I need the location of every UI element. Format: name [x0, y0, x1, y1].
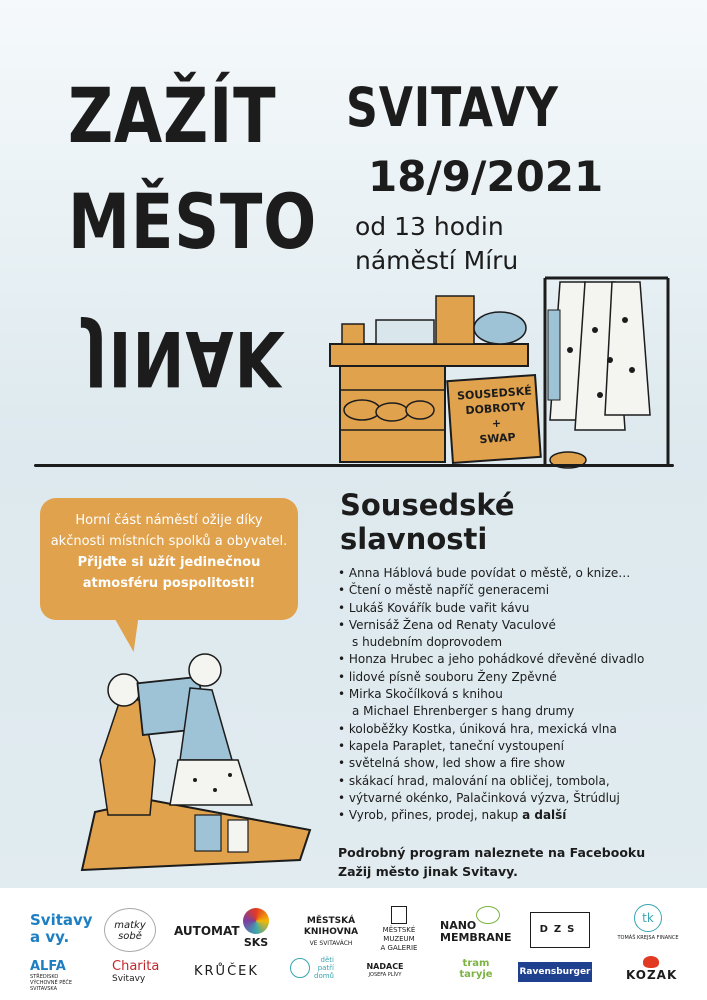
- logo-alfa: [30, 960, 86, 992]
- event-date: 18/9/2021: [368, 152, 604, 201]
- program-item-continuation: s hudebním doprovodem: [352, 635, 503, 650]
- logo-alfa-sub: STŘEDISKO VÝCHOVNÉ PÉČE SVITAVSKA: [30, 974, 73, 992]
- program-item: [338, 686, 678, 721]
- logo-knihovna-line1: MĚSTSKÁ: [306, 916, 356, 926]
- program-item: [338, 790, 678, 807]
- logo-matky-sobe: [104, 908, 156, 952]
- program-item: [338, 600, 678, 617]
- logo-deti-line3: domů: [314, 972, 334, 980]
- program-item: [338, 651, 678, 668]
- logo-nadace-line2: JOSEFA PLÍVY: [368, 972, 402, 978]
- logo-dzs-text: DZS: [539, 924, 581, 935]
- program-item-text: • kapela Paraplet, taneční vystoupení: [338, 738, 564, 753]
- program-item-text: • Mirka Skočílková s knihou: [338, 687, 503, 702]
- logo-matky-line2: sobě: [118, 931, 142, 942]
- sign-line1: SOUSEDSKÉ: [456, 384, 533, 403]
- program-item-text: • výtvarné okénko, Palačinková výzva, Štrúdluj: [338, 790, 620, 805]
- logo-nano-line2: MEMBRANE: [440, 931, 512, 944]
- program-item-text: • Čtení o městě napříč generacemi: [338, 583, 550, 598]
- program-item-text: • Lukáš Kovářík bude vařit kávu: [338, 600, 530, 615]
- program-item-bold: a další: [522, 808, 567, 823]
- facebook-note: [338, 843, 645, 881]
- section-title-line1: Sousedské: [340, 488, 515, 522]
- event-city: SVITAVY: [346, 76, 559, 139]
- program-item: [338, 738, 678, 755]
- logo-automat: AUTOMAT: [174, 924, 240, 938]
- program-item-text: • Anna Háblová bude povídat o městě, o knize…: [338, 566, 631, 580]
- smile-icon: [290, 958, 310, 978]
- logo-nano-line1: NANO: [440, 919, 477, 932]
- logo-tk-text: tk: [642, 911, 654, 925]
- headline-line1: ZAŽÍT: [68, 71, 277, 160]
- logo-kozak: [626, 956, 676, 981]
- logo-knihovna-line3: VE SVITAVÁCH: [309, 940, 353, 947]
- logo-kozak-text: KOZAK: [626, 968, 678, 982]
- logo-charita: [112, 960, 159, 986]
- program-item: [338, 565, 678, 582]
- facebook-note-line1: Podrobný program naleznete na Facebooku: [338, 845, 646, 860]
- program-item-text: • světelná show, led show a fire show: [338, 756, 566, 771]
- facebook-note-line2: Zažij město jinak Svitavy.: [338, 864, 518, 879]
- logo-muzeum-line1: MĚSTSKÉ: [382, 926, 416, 934]
- logo-ravensburger-text: Ravensburger: [519, 967, 591, 977]
- logo-tk: [616, 904, 680, 941]
- program-item-text: • lidové písně souboru Ženy Zpěvné: [338, 669, 557, 684]
- logo-ravensburger: [518, 962, 592, 982]
- sign-line4: SWAP: [479, 430, 517, 447]
- program-item: [338, 721, 678, 738]
- logo-svitavy-a-vy: [30, 912, 93, 946]
- logo-sks: [238, 908, 274, 948]
- program-item: [338, 755, 678, 772]
- logo-charita-line1: Charita: [112, 959, 160, 974]
- partner-logos: [0, 888, 707, 1000]
- logo-mestska-knihovna: [296, 916, 366, 949]
- sks-circle-icon: [243, 908, 269, 934]
- tk-circle-icon: [634, 904, 662, 932]
- program-item-continuation: a Michael Ehrenberger s hang drumy: [352, 704, 575, 719]
- section-title: [340, 488, 515, 556]
- logo-alfa-text: ALFA: [30, 959, 66, 974]
- logo-nadace: [354, 962, 416, 980]
- logo-tram-line2: taryje: [459, 969, 493, 980]
- logo-nadace-line1: NADACE: [366, 962, 404, 971]
- headline-line2: MĚSTO: [68, 177, 318, 266]
- logo-krucek: KRŮČEK: [194, 964, 259, 979]
- kozak-badge-icon: [643, 956, 659, 968]
- logo-mestske-muzeum: [374, 906, 424, 953]
- sign-line3: +: [491, 416, 502, 431]
- logo-sks-text: SKS: [243, 936, 269, 949]
- program-item: [338, 669, 678, 686]
- program-list: [338, 565, 678, 824]
- logo-muzeum-line2: MUZEUM: [383, 935, 415, 943]
- logo-svitavy-line2: a vy.: [30, 928, 70, 946]
- logo-dzs: [530, 912, 590, 948]
- logo-deti-line2: patří: [317, 964, 334, 972]
- program-item: [338, 807, 678, 824]
- program-item: [338, 582, 678, 599]
- logo-muzeum-line3: A GALERIE: [380, 944, 418, 952]
- event-place: náměstí Míru: [355, 246, 519, 275]
- program-item-text: • Vernisáž Žena od Renaty Vaculové: [338, 617, 556, 632]
- logo-tk-sub: TOMÁŠ KREJSA FINANCE: [617, 935, 679, 941]
- headline-line3-mirrored: JINAK: [84, 314, 284, 403]
- logo-charita-line2: Svitavy: [112, 974, 146, 984]
- program-item: [338, 773, 678, 790]
- muzeum-icon: [391, 906, 407, 924]
- logo-knihovna-line2: KNIHOVNA: [303, 927, 359, 937]
- section-title-line2: slavnosti: [340, 522, 488, 556]
- program-item-text: • koloběžky Kostka, úniková hra, mexická vlna: [338, 721, 617, 736]
- event-time: od 13 hodin: [355, 212, 504, 241]
- program-item-text: • skákací hrad, malování na obličej, tombola,: [338, 773, 610, 788]
- logo-matky-line1: matky: [114, 920, 146, 931]
- program-item-text: • Vyrob, přines, prodej, nakup: [338, 808, 519, 823]
- logo-svitavy-line1: Svitavy: [30, 911, 93, 929]
- bubble-bold-text: Přijďte si užít jedinečnou atmosféru pospolitosti!: [77, 555, 261, 591]
- logo-nano-membrane: [440, 920, 516, 944]
- logo-tram-taryje: [456, 958, 496, 980]
- sign-line2: DOBROTY: [465, 399, 526, 418]
- program-item: [338, 617, 678, 652]
- nano-leaf-icon: [476, 906, 500, 924]
- bubble-text: Horní část náměstí ožije díky akčnosti místních spolků a obyvatel.: [50, 513, 288, 549]
- program-item-text: • Honza Hrubec a jeho pohádkové dřevěné divadlo: [338, 652, 645, 667]
- logo-deti-line1: děti: [320, 956, 334, 964]
- logo-tram-line1: tram: [462, 958, 490, 969]
